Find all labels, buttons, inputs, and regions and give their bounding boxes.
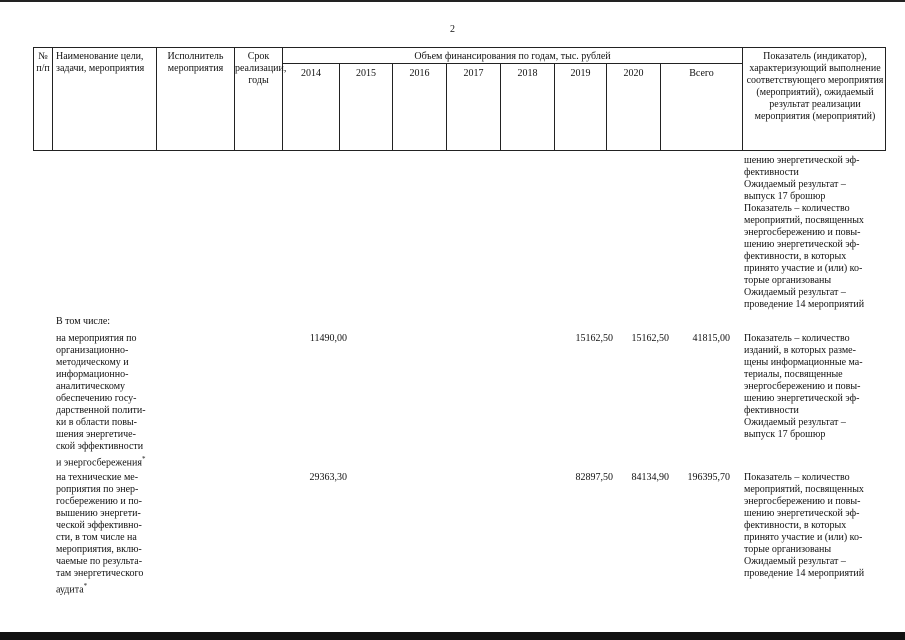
- header-year-2020: 2020: [607, 64, 661, 150]
- row-1-name-line: на мероприятия по: [56, 333, 137, 344]
- continuation-indicator: [744, 155, 877, 311]
- row-2-indicator-line: шению энергетической эф-: [744, 508, 860, 519]
- row-2-indicator-line: фективности, в которых: [744, 520, 847, 531]
- row-1-name-line: информационно-: [56, 369, 129, 380]
- continuation-indicator-line: Показатель – количество: [744, 203, 850, 214]
- row-2-total: 196395,70: [687, 472, 730, 483]
- header-col-funding: Объем финансирования по годам, тыс. рублей: [283, 48, 743, 64]
- continuation-indicator-line: мероприятий, посвященных: [744, 215, 864, 226]
- row-1-2020: 15162,50: [631, 333, 669, 344]
- row-2-indicator-line: Ожидаемый результат –: [744, 556, 846, 567]
- row-2-indicator-line: энергосбережению и повы-: [744, 496, 861, 507]
- header-col-number: № п/п: [34, 48, 53, 150]
- row-1-name-line: ки в области повы-: [56, 417, 137, 428]
- continuation-indicator-line: проведение 14 мероприятий: [744, 299, 865, 310]
- row-2-name-line: госбережению и по-: [56, 496, 142, 507]
- row-2-name-line: аудита*: [56, 582, 88, 596]
- header-year-2016: 2016: [393, 64, 447, 150]
- header-col-term: Срок реализации, годы: [235, 48, 283, 150]
- row-1-indicator: [744, 333, 877, 441]
- header-year-2015: 2015: [340, 64, 393, 150]
- row-1-indicator-line: шению энергетической эф-: [744, 393, 860, 404]
- header-year-total: Всего: [661, 64, 743, 150]
- continuation-indicator-line: энергосбережению и повы-: [744, 227, 861, 238]
- header-col-indicator: Показатель (индикатор), характеризующий выполнение соответствующего мероприятия (мероприятий), ожидаемый результат реализации мероприятия (мероприятий): [746, 51, 884, 122]
- continuation-indicator-line: выпуск 17 брошюр: [744, 191, 826, 202]
- continuation-indicator-line: шению энергетической эф-: [744, 239, 860, 250]
- continuation-indicator-line: фективности: [744, 167, 799, 178]
- row-2-indicator-line: Показатель – количество: [744, 472, 850, 483]
- row-2-indicator-line: проведение 14 мероприятий: [744, 568, 865, 579]
- header-col-name: Наименование цели, задачи, мероприятия: [53, 48, 157, 150]
- row-1-name-line: дарственной полити-: [56, 405, 146, 416]
- row-1-name: [56, 333, 154, 469]
- header-year-2014: 2014: [283, 64, 340, 150]
- row-1-total: 41815,00: [692, 333, 730, 344]
- row-2-name-line: роприятия по энер-: [56, 484, 139, 495]
- row-1-indicator-line: щены информационные ма-: [744, 357, 863, 368]
- row-1-indicator-line: энергосбережению и повы-: [744, 381, 861, 392]
- row-1-indicator-line: териалы, посвященные: [744, 369, 843, 380]
- header-year-2018: 2018: [501, 64, 555, 150]
- row-1-name-line: аналитическому: [56, 381, 126, 392]
- row-1-name-footnote-mark: *: [141, 455, 146, 463]
- page-number: 2: [450, 24, 455, 35]
- row-2-name-line: вышению энергети-: [56, 508, 141, 519]
- row-2-name-line: сти, в том числе на: [56, 532, 137, 543]
- row-1-2019: 15162,50: [575, 333, 613, 344]
- row-1-indicator-line: фективности: [744, 405, 799, 416]
- row-1-name-line: методическому и: [56, 357, 129, 368]
- row-1-name-line: ской эффективности: [56, 441, 144, 452]
- continuation-indicator-line: торые организованы: [744, 275, 832, 286]
- row-2-name-line: ческой эффективно-: [56, 520, 142, 531]
- row-2-name: [56, 472, 154, 596]
- row-1-name-line: шения энергетиче-: [56, 429, 136, 440]
- row-2-2014: 29363,30: [309, 472, 347, 483]
- row-2-indicator-line: мероприятий, посвященных: [744, 484, 864, 495]
- row-2-name-footnote-mark: *: [83, 582, 88, 590]
- row-1-indicator-line: выпуск 17 брошюр: [744, 429, 826, 440]
- row-1-2014: 11490,00: [309, 333, 347, 344]
- table-header: [33, 47, 886, 151]
- including-label: В том числе:: [56, 316, 111, 327]
- row-2-name-line: на технические ме-: [56, 472, 139, 483]
- row-1-indicator-line: Показатель – количество: [744, 333, 850, 344]
- row-2-name-line: чаемые по результа-: [56, 556, 143, 567]
- row-1-indicator-line: Ожидаемый результат –: [744, 417, 846, 428]
- row-1-name-line: и энергосбережения*: [56, 455, 146, 469]
- row-2-2020: 84134,90: [631, 472, 669, 483]
- header-year-2019: 2019: [555, 64, 607, 150]
- row-2-name-line: там энергетического: [56, 568, 144, 579]
- top-scan-edge: [0, 0, 905, 2]
- row-2-indicator: [744, 472, 877, 580]
- row-2-name-line: мероприятия, вклю-: [56, 544, 142, 555]
- header-year-2017: 2017: [447, 64, 501, 150]
- row-1-indicator-line: изданий, в которых разме-: [744, 345, 856, 356]
- row-2-2019: 82897,50: [575, 472, 613, 483]
- row-2-indicator-line: торые организованы: [744, 544, 832, 555]
- continuation-indicator-line: Ожидаемый результат –: [744, 287, 846, 298]
- continuation-indicator-line: фективности, в которых: [744, 251, 847, 262]
- row-1-name-line: обеспечению госу-: [56, 393, 137, 404]
- row-2-indicator-line: принято участие и (или) ко-: [744, 532, 863, 543]
- header-col-executor: Исполнитель мероприятия: [157, 48, 235, 150]
- row-1-name-line: организационно-: [56, 345, 129, 356]
- continuation-indicator-line: Ожидаемый результат –: [744, 179, 846, 190]
- bottom-scan-edge: [0, 632, 905, 640]
- continuation-indicator-line: принято участие и (или) ко-: [744, 263, 863, 274]
- continuation-indicator-line: шению энергетической эф-: [744, 155, 860, 166]
